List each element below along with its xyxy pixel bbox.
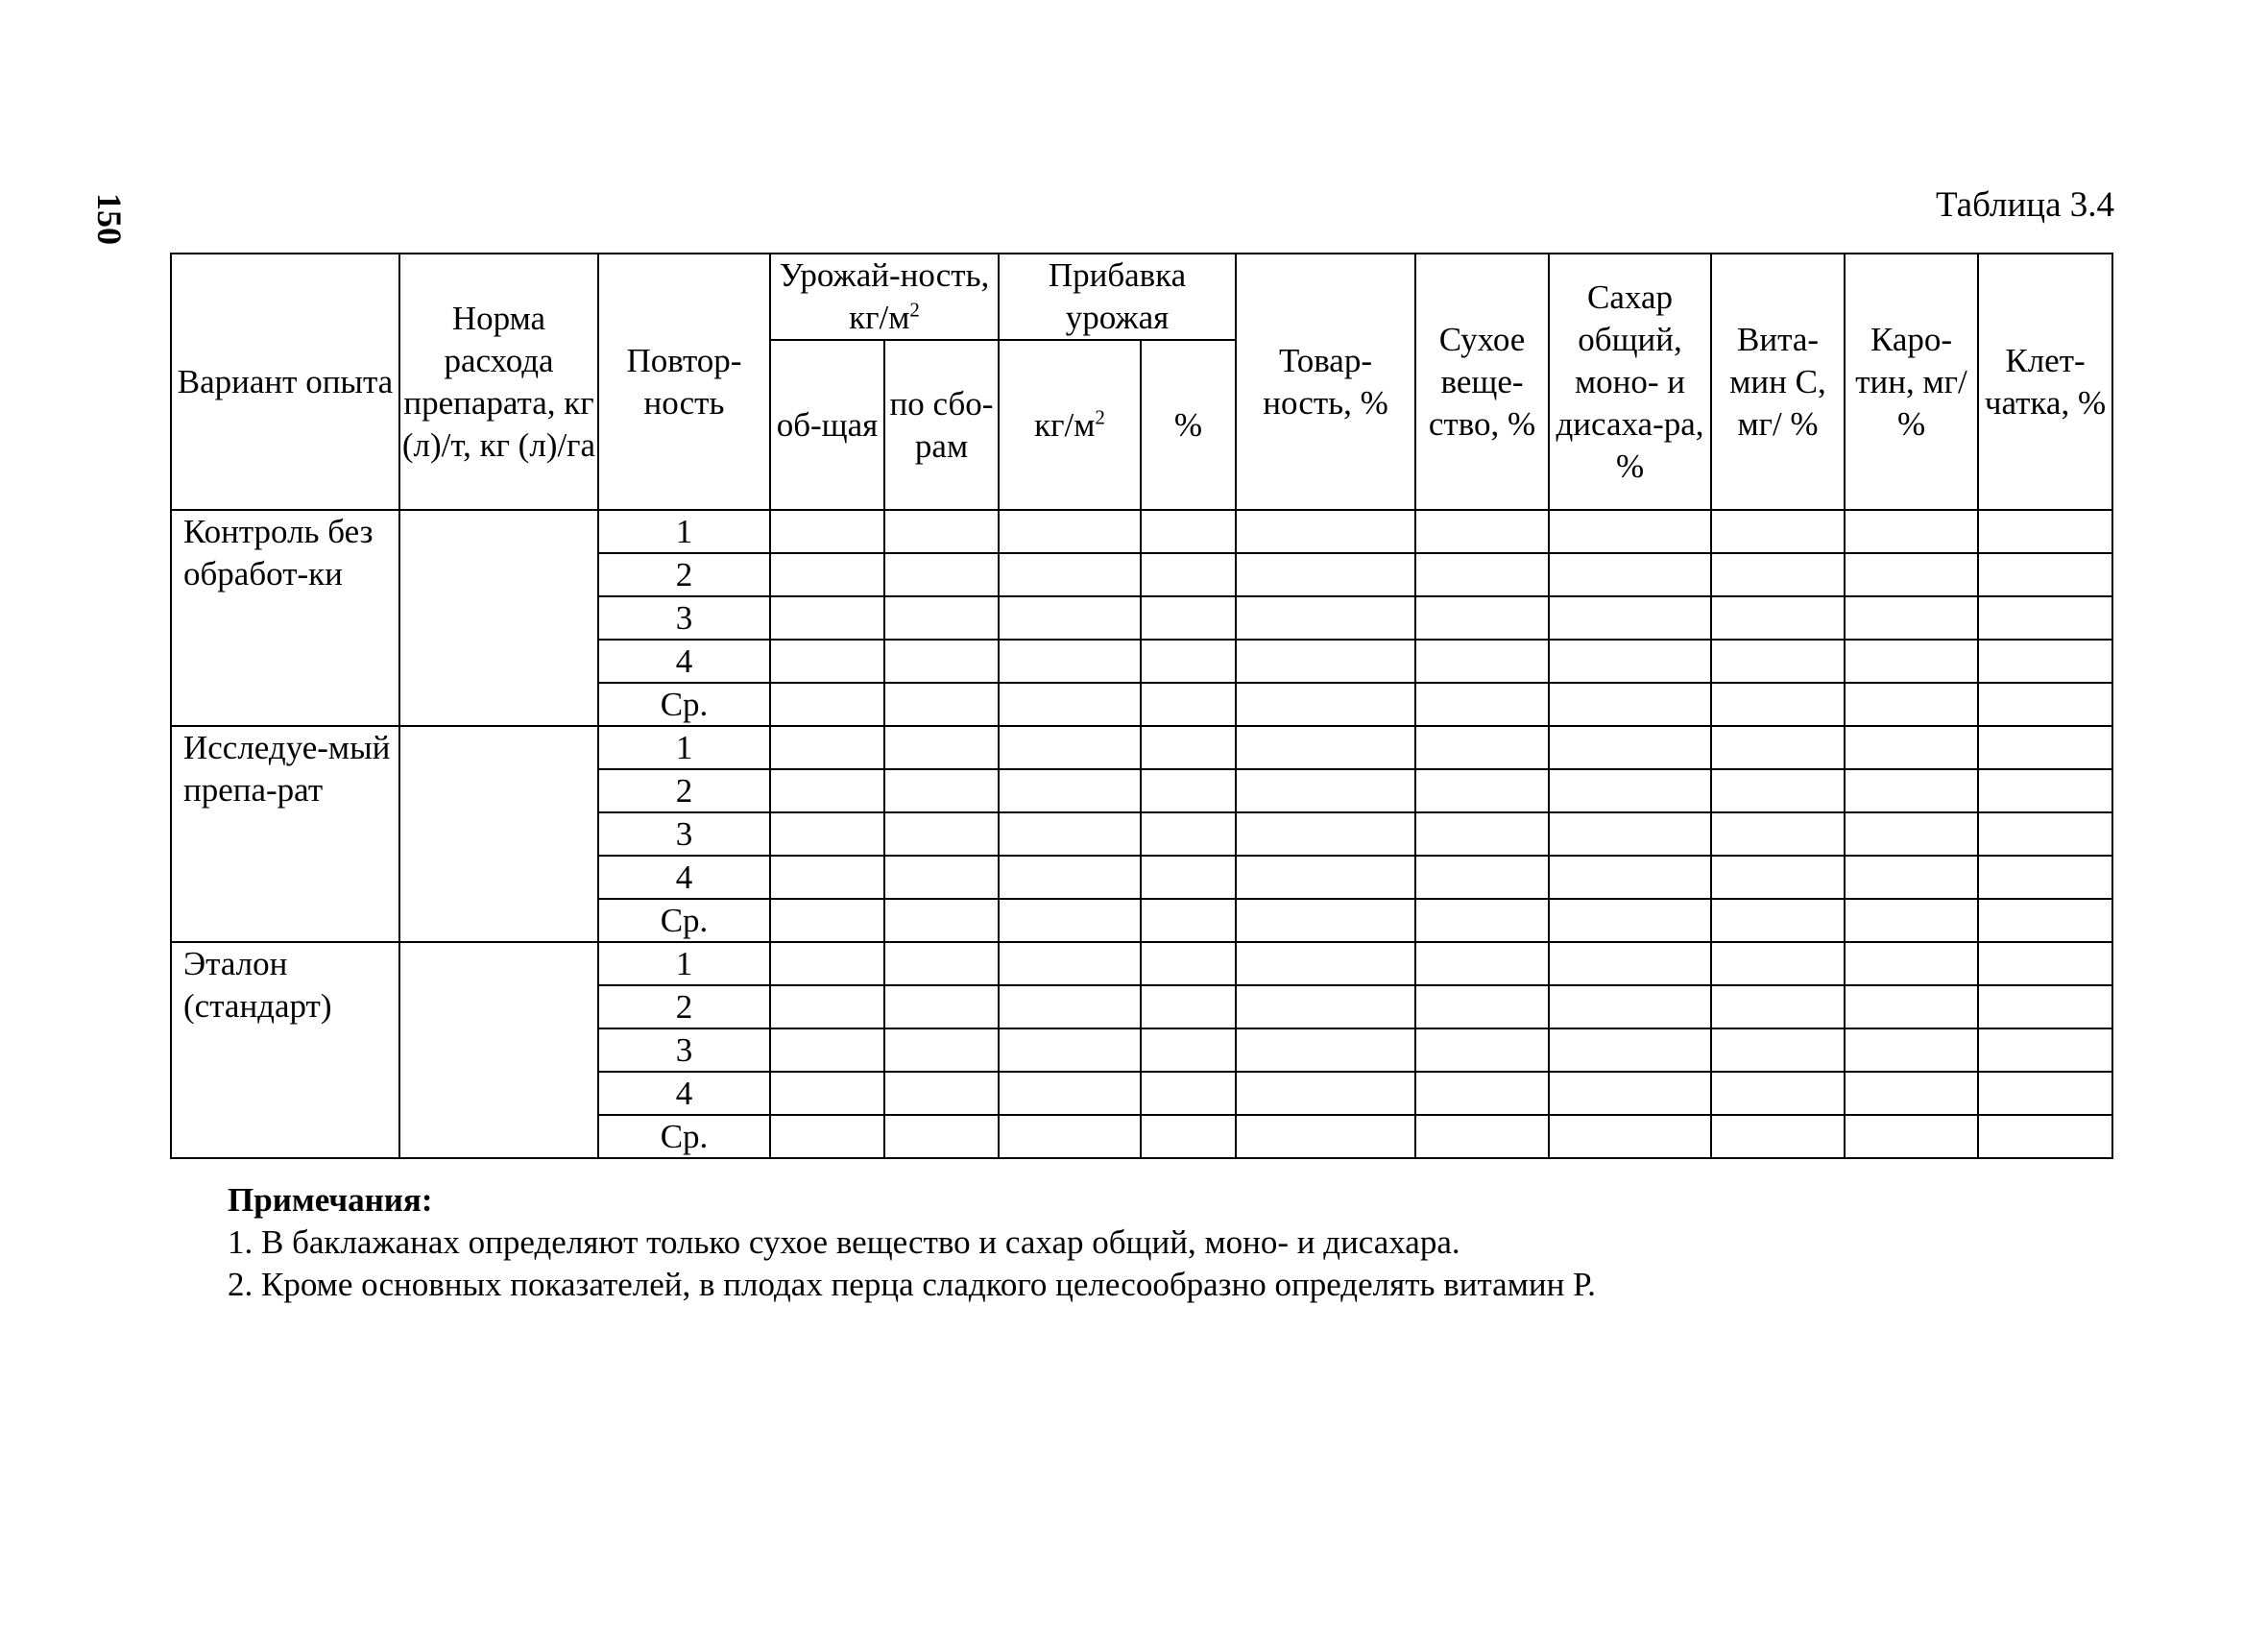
data-cell (1236, 856, 1415, 899)
data-cell (1141, 553, 1236, 596)
data-cell (1845, 769, 1978, 812)
repetition-cell: 2 (598, 769, 770, 812)
data-cell (1978, 553, 2112, 596)
data-cell (1415, 1028, 1549, 1072)
data-cell (1845, 1115, 1978, 1158)
table-caption: Таблица 3.4 (1936, 185, 2114, 225)
norm-cell (399, 510, 598, 726)
data-cell (770, 510, 884, 553)
data-cell (1141, 1028, 1236, 1072)
page-number: 150 (90, 193, 129, 245)
data-cell (999, 856, 1141, 899)
data-cell (1141, 510, 1236, 553)
data-cell (1978, 812, 2112, 856)
data-cell (999, 1028, 1141, 1072)
data-cell (884, 856, 999, 899)
data-cell (1141, 1072, 1236, 1115)
repetition-cell: 2 (598, 553, 770, 596)
data-cell (1711, 1072, 1845, 1115)
header-fiber: Клет-чатка, % (1978, 254, 2112, 510)
data-cell (1978, 1028, 2112, 1072)
header-dry-matter: Сухое веще-ство, % (1415, 254, 1549, 510)
data-cell (999, 640, 1141, 683)
data-cell (1711, 1028, 1845, 1072)
data-cell (1141, 596, 1236, 640)
data-cell (770, 856, 884, 899)
data-cell (884, 683, 999, 726)
header-variant: Вариант опыта (171, 254, 399, 510)
data-cell (1549, 510, 1711, 553)
data-cell (1978, 640, 2112, 683)
repetition-cell: 1 (598, 726, 770, 769)
data-cell (1236, 899, 1415, 942)
variant-name-cell: Исследуе-мый препа-рат (171, 726, 399, 942)
data-cell (1236, 640, 1415, 683)
data-cell (770, 553, 884, 596)
data-cell (999, 769, 1141, 812)
data-cell (1549, 553, 1711, 596)
data-cell (999, 510, 1141, 553)
data-cell (1978, 510, 2112, 553)
data-cell (999, 726, 1141, 769)
data-cell (1549, 1072, 1711, 1115)
data-cell (1415, 856, 1549, 899)
data-cell (1845, 683, 1978, 726)
variant-name-cell: Контроль без обработ-ки (171, 510, 399, 726)
data-cell (770, 1028, 884, 1072)
data-cell (1236, 985, 1415, 1028)
data-cell (770, 1072, 884, 1115)
data-cell (1236, 1028, 1415, 1072)
repetition-cell: 4 (598, 640, 770, 683)
data-cell (1711, 640, 1845, 683)
data-cell (884, 812, 999, 856)
data-cell (1415, 985, 1549, 1028)
data-cell (1711, 769, 1845, 812)
data-cell (999, 553, 1141, 596)
variant-name-cell: Эталон (стандарт) (171, 942, 399, 1158)
header-increase-group: Прибавка урожая (999, 254, 1236, 340)
data-cell (1236, 769, 1415, 812)
data-cell (1711, 726, 1845, 769)
notes-title: Примечания: (228, 1181, 433, 1219)
data-cell (1141, 856, 1236, 899)
data-cell (770, 596, 884, 640)
data-cell (1845, 856, 1978, 899)
header-vitamin-c: Вита-мин С, мг/ % (1711, 254, 1845, 510)
repetition-cell: Ср. (598, 899, 770, 942)
data-cell (884, 769, 999, 812)
data-cell (884, 510, 999, 553)
data-cell (1415, 769, 1549, 812)
data-cell (1141, 1115, 1236, 1158)
repetition-cell: 3 (598, 596, 770, 640)
header-increase-kg (999, 340, 1141, 510)
data-cell (1141, 726, 1236, 769)
data-cell (1845, 510, 1978, 553)
data-cell (1141, 640, 1236, 683)
header-yield-sup: 2 (909, 298, 920, 322)
data-cell (1236, 942, 1415, 985)
repetition-cell: 4 (598, 1072, 770, 1115)
data-cell (884, 1072, 999, 1115)
data-cell (999, 899, 1141, 942)
repetition-cell: Ср. (598, 683, 770, 726)
data-cell (1845, 553, 1978, 596)
norm-cell (399, 726, 598, 942)
data-cell (1236, 510, 1415, 553)
data-cell (770, 683, 884, 726)
data-cell (1549, 769, 1711, 812)
data-cell (1978, 769, 2112, 812)
data-cell (884, 899, 999, 942)
data-cell (1236, 1072, 1415, 1115)
data-cell (1141, 683, 1236, 726)
data-cell (1978, 942, 2112, 985)
header-marketability: Товар-ность, % (1236, 254, 1415, 510)
data-cell (1549, 726, 1711, 769)
data-cell (999, 683, 1141, 726)
data-cell (1845, 812, 1978, 856)
data-cell (1711, 942, 1845, 985)
data-cell (1141, 985, 1236, 1028)
table-body (171, 510, 2112, 1158)
header-sugar: Сахар общий, моно- и дисаха-ра, % (1549, 254, 1711, 510)
data-cell (1978, 985, 2112, 1028)
data-cell (999, 1072, 1141, 1115)
data-cell (770, 769, 884, 812)
experiment-table (170, 253, 2113, 1159)
data-cell (1236, 1115, 1415, 1158)
data-cell (770, 942, 884, 985)
table-row (171, 726, 2112, 769)
repetition-cell: 4 (598, 856, 770, 899)
data-cell (1978, 899, 2112, 942)
header-increase-kg-sup: 2 (1095, 404, 1105, 428)
data-cell (884, 942, 999, 985)
data-cell (1711, 985, 1845, 1028)
table-row (171, 942, 2112, 985)
notes (228, 1179, 1596, 1306)
data-cell (1845, 942, 1978, 985)
data-cell (1978, 856, 2112, 899)
data-cell (1711, 510, 1845, 553)
data-cell (1415, 510, 1549, 553)
data-cell (1978, 1072, 2112, 1115)
data-cell (1549, 1028, 1711, 1072)
data-cell (999, 812, 1141, 856)
header-increase-kg-label: кг/м (1034, 405, 1096, 444)
data-cell (999, 942, 1141, 985)
data-cell (1711, 596, 1845, 640)
data-cell (1236, 812, 1415, 856)
data-cell (770, 985, 884, 1028)
data-cell (1978, 726, 2112, 769)
data-cell (1845, 726, 1978, 769)
data-cell (1236, 596, 1415, 640)
data-cell (1236, 553, 1415, 596)
data-cell (1549, 640, 1711, 683)
data-cell (999, 1115, 1141, 1158)
data-cell (999, 596, 1141, 640)
data-cell (1549, 985, 1711, 1028)
header-carotene: Каро-тин, мг/ % (1845, 254, 1978, 510)
repetition-cell: Ср. (598, 1115, 770, 1158)
data-cell (770, 899, 884, 942)
norm-cell (399, 942, 598, 1158)
data-cell (1415, 812, 1549, 856)
data-cell (884, 553, 999, 596)
data-cell (1236, 726, 1415, 769)
data-cell (1141, 812, 1236, 856)
repetition-cell: 2 (598, 985, 770, 1028)
data-cell (1549, 683, 1711, 726)
data-cell (884, 1028, 999, 1072)
data-cell (884, 726, 999, 769)
data-cell (1141, 899, 1236, 942)
header-yield-group (770, 254, 999, 340)
header-norm: Норма расхода препарата, кг (л)/т, кг (л)/га (399, 254, 598, 510)
data-cell (1415, 683, 1549, 726)
data-cell (1845, 899, 1978, 942)
data-cell (1845, 1028, 1978, 1072)
note-item: 2. Кроме основных показателей, в плодах перца сладкого целесообразно определять витамин Р. (228, 1266, 1596, 1303)
data-cell (1711, 553, 1845, 596)
data-cell (1978, 1115, 2112, 1158)
data-cell (1415, 899, 1549, 942)
data-cell (1711, 812, 1845, 856)
header-yield-by-harvest: по сбо-рам (884, 340, 999, 510)
table-row (171, 510, 2112, 553)
data-cell (1549, 812, 1711, 856)
header-repetition: Повтор-ность (598, 254, 770, 510)
data-cell (1978, 596, 2112, 640)
data-cell (884, 1115, 999, 1158)
data-cell (1549, 856, 1711, 899)
data-cell (1141, 942, 1236, 985)
data-cell (1711, 1115, 1845, 1158)
data-cell (1549, 596, 1711, 640)
data-cell (1415, 942, 1549, 985)
data-cell (1711, 856, 1845, 899)
data-cell (1415, 726, 1549, 769)
header-increase-pct: % (1141, 340, 1236, 510)
data-cell (1845, 1072, 1978, 1115)
data-cell (1978, 683, 2112, 726)
data-cell (884, 640, 999, 683)
data-cell (1415, 553, 1549, 596)
header-yield-total: об-щая (770, 340, 884, 510)
data-cell (999, 985, 1141, 1028)
data-cell (1549, 899, 1711, 942)
repetition-cell: 3 (598, 812, 770, 856)
header-yield-label: Урожай-ность, кг/м (779, 256, 990, 336)
data-cell (1141, 769, 1236, 812)
data-cell (1845, 596, 1978, 640)
data-cell (884, 985, 999, 1028)
repetition-cell: 1 (598, 942, 770, 985)
data-cell (1711, 899, 1845, 942)
data-cell (1845, 985, 1978, 1028)
data-cell (1845, 640, 1978, 683)
note-item: 1. В баклажанах определяют только сухое вещество и сахар общий, моно- и дисахара. (228, 1223, 1460, 1261)
data-cell (770, 1115, 884, 1158)
data-cell (770, 726, 884, 769)
data-cell (770, 640, 884, 683)
data-cell (884, 596, 999, 640)
data-cell (1415, 1072, 1549, 1115)
repetition-cell: 3 (598, 1028, 770, 1072)
data-cell (1415, 596, 1549, 640)
data-cell (1711, 683, 1845, 726)
data-cell (1549, 942, 1711, 985)
repetition-cell: 1 (598, 510, 770, 553)
data-cell (1415, 640, 1549, 683)
data-cell (1549, 1115, 1711, 1158)
data-cell (1415, 1115, 1549, 1158)
data-cell (770, 812, 884, 856)
data-cell (1236, 683, 1415, 726)
